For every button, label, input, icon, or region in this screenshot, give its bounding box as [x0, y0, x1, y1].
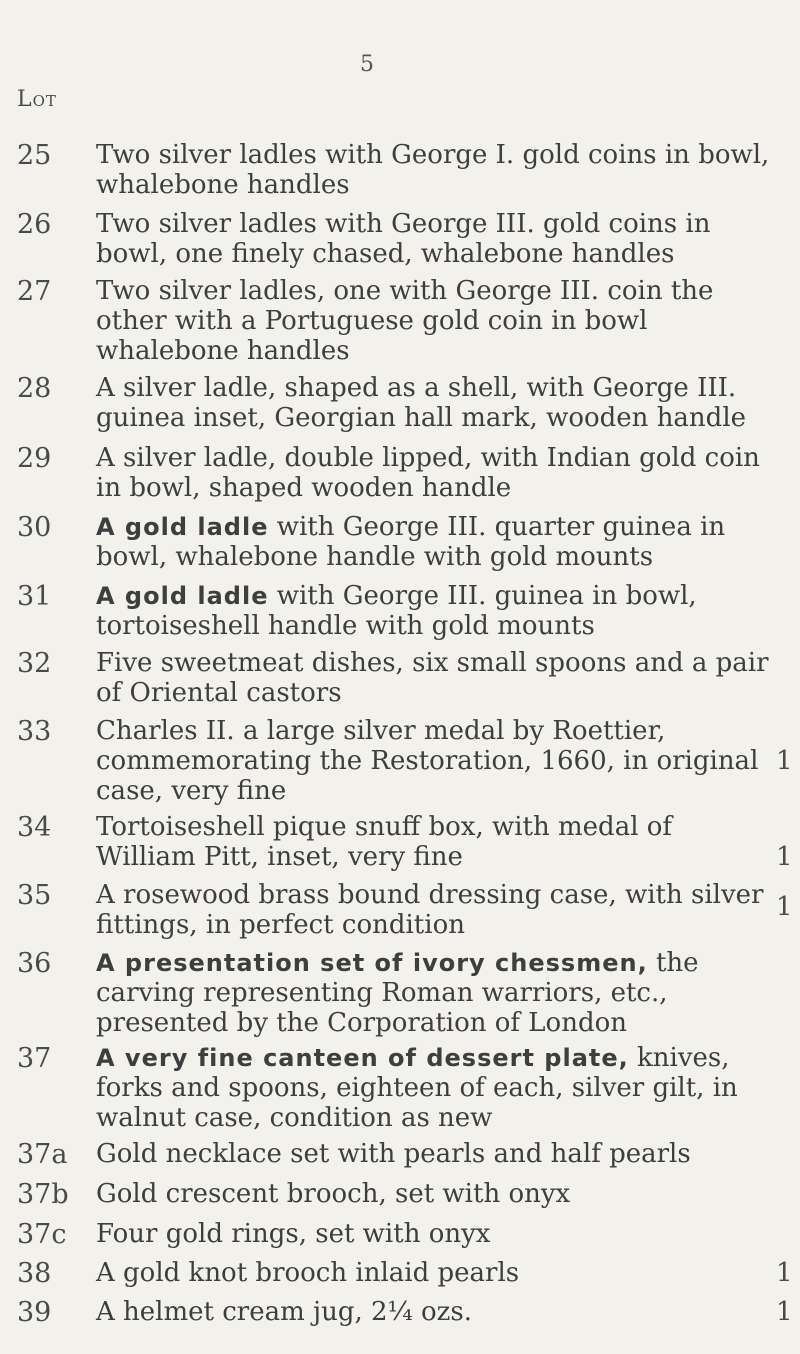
lot-description [96, 581, 776, 641]
lot-number: 27 [17, 276, 52, 307]
lot-description [96, 276, 776, 366]
lot-text: with George III. guinea in bowl, tortoiseshell handle with gold mounts [96, 581, 697, 641]
lot-number: 32 [17, 648, 52, 679]
margin-mark: 1 [776, 746, 793, 776]
lot-description [96, 1139, 776, 1169]
lot-description [96, 1258, 776, 1288]
page-number: 5 [360, 52, 374, 77]
lot-description [96, 880, 776, 940]
lot-number: 38 [17, 1258, 52, 1289]
lot-number: 36 [17, 948, 52, 979]
lot-number: 35 [17, 880, 52, 911]
lot-description [96, 209, 776, 269]
lot-number: 37c [17, 1219, 67, 1250]
lot-text: with George III. quarter guinea in bowl, whalebone handle with gold mounts [96, 512, 726, 572]
lot-text: Two silver ladles with George I. gold coins in bowl, whalebone handles [96, 140, 770, 200]
lot-description [96, 1043, 776, 1133]
lot-number: 39 [17, 1297, 52, 1328]
lot-text: the carving representing Roman warriors, etc., presented by the Corporation of London [96, 948, 699, 1038]
lot-lead: A very fine canteen of dessert plate, [96, 1044, 629, 1072]
lot-description [96, 443, 776, 503]
lot-lead: A presentation set of ivory chessmen, [96, 949, 648, 977]
lot-lead: A gold ladle [96, 513, 269, 541]
lot-number: 29 [17, 443, 52, 474]
lot-number: 33 [17, 716, 52, 747]
lot-description [96, 812, 776, 872]
lot-text: Five sweetmeat dishes, six small spoons and a pair of Oriental castors [96, 648, 769, 708]
lot-number: 28 [17, 373, 52, 404]
lot-description [96, 373, 776, 433]
lot-description [96, 140, 776, 200]
lot-text: Tortoiseshell pique snuff box, with medal of William Pitt, inset, very fine [96, 812, 673, 872]
lot-text: Gold necklace set with pearls and half pearls [96, 1139, 691, 1169]
lot-lead: A gold ladle [96, 582, 269, 610]
lot-text: A rosewood brass bound dressing case, with silver fittings, in perfect condition [96, 880, 764, 940]
lot-description [96, 648, 776, 708]
lot-text: A silver ladle, double lipped, with Indian gold coin in bowl, shaped wooden handle [96, 443, 760, 503]
lot-number: 31 [17, 581, 52, 612]
lot-text: A gold knot brooch inlaid pearls [96, 1258, 520, 1288]
lot-text: Gold crescent brooch, set with onyx [96, 1179, 571, 1209]
lot-description [96, 1297, 776, 1327]
lot-number: 37 [17, 1043, 52, 1074]
margin-mark: 1 [776, 1258, 793, 1288]
lot-text: knives, forks and spoons, eighteen of each, silver gilt, in walnut case, condition as new [96, 1043, 738, 1133]
lot-number: 37a [17, 1139, 68, 1170]
lot-description [96, 716, 776, 806]
lot-number: 37b [17, 1179, 69, 1210]
lot-text: Charles II. a large silver medal by Roettier, commemorating the Restoration, 1660, in original case, very fine [96, 716, 759, 806]
lot-column-heading: Lot [17, 87, 57, 112]
lot-text: Two silver ladles, one with George III. coin the other with a Portuguese gold coin in bowl whalebone handles [96, 276, 714, 366]
lot-text: A helmet cream jug, 2¼ ozs. [96, 1297, 472, 1327]
lot-text: Two silver ladles with George III. gold coins in bowl, one finely chased, whalebone handles [96, 209, 711, 269]
lot-text: Four gold rings, set with onyx [96, 1219, 491, 1249]
lot-number: 34 [17, 812, 52, 843]
lot-description [96, 512, 776, 572]
lot-number: 25 [17, 140, 52, 171]
lot-description [96, 948, 776, 1038]
margin-mark: 1 [776, 842, 793, 872]
margin-mark: 1 [776, 1297, 793, 1327]
lot-description [96, 1219, 776, 1249]
lot-number: 30 [17, 512, 52, 543]
lot-number: 26 [17, 209, 52, 240]
margin-mark: 1 [776, 892, 793, 922]
lot-description [96, 1179, 776, 1209]
lot-text: A silver ladle, shaped as a shell, with George III. guinea inset, Georgian hall mark, wooden handle [96, 373, 747, 433]
